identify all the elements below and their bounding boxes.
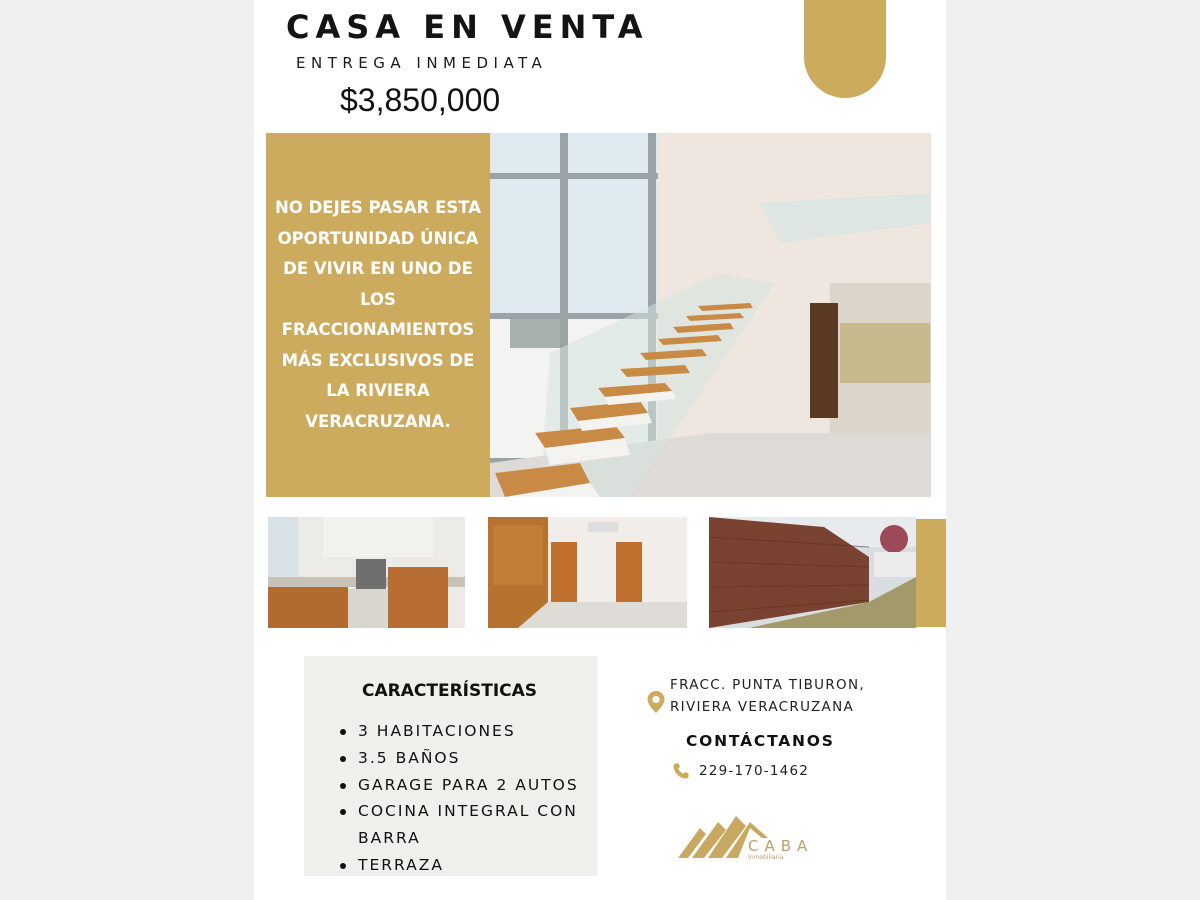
promo-text: NO DEJES PASAR ESTA OPORTUNIDAD ÚNICA DE VIVIR EN UNO DE LOS FRACCIONAMIENTOS MÁS EXCLUSIVOS DE LA RIVIERA VERACRUZANA. bbox=[275, 198, 481, 431]
thumb-photo-kitchen bbox=[268, 517, 465, 628]
phone-icon bbox=[672, 762, 690, 780]
brand-name: CABA bbox=[748, 837, 814, 855]
promo-box bbox=[266, 133, 490, 497]
feature-item: TERRAZA bbox=[338, 852, 588, 879]
page-subtitle: ENTREGA INMEDIATA bbox=[296, 54, 548, 72]
feature-item: GARAGE PARA 2 AUTOS bbox=[338, 772, 588, 799]
feature-item: 3 HABITACIONES bbox=[338, 718, 588, 745]
location-line-2: RIVIERA VERACRUZANA bbox=[670, 698, 855, 715]
feature-item: 3.5 BAÑOS bbox=[338, 745, 588, 772]
feature-item: COCINA INTEGRAL CON BARRA bbox=[338, 798, 588, 852]
page-title: CASA EN VENTA bbox=[286, 8, 649, 46]
flyer-page bbox=[254, 0, 946, 900]
decorative-gold-pill bbox=[804, 0, 886, 98]
main-photo-staircase bbox=[490, 133, 931, 497]
price-label: $3,850,000 bbox=[340, 82, 501, 118]
thumb-photo-exterior bbox=[709, 517, 916, 628]
thumb-photo-living-room bbox=[488, 517, 687, 628]
contact-title: CONTÁCTANOS bbox=[686, 732, 835, 750]
features-title: CARACTERÍSTICAS bbox=[362, 681, 538, 701]
features-box bbox=[304, 656, 597, 876]
decorative-gold-tab bbox=[916, 519, 946, 627]
location-line-1: FRACC. PUNTA TIBURON, bbox=[670, 677, 865, 693]
features-list bbox=[338, 718, 588, 879]
brand-tagline: Inmobiliaria bbox=[748, 854, 784, 861]
location-text bbox=[670, 675, 865, 718]
phone-number[interactable]: 229-170-1462 bbox=[699, 763, 810, 779]
location-pin-icon bbox=[646, 690, 666, 714]
